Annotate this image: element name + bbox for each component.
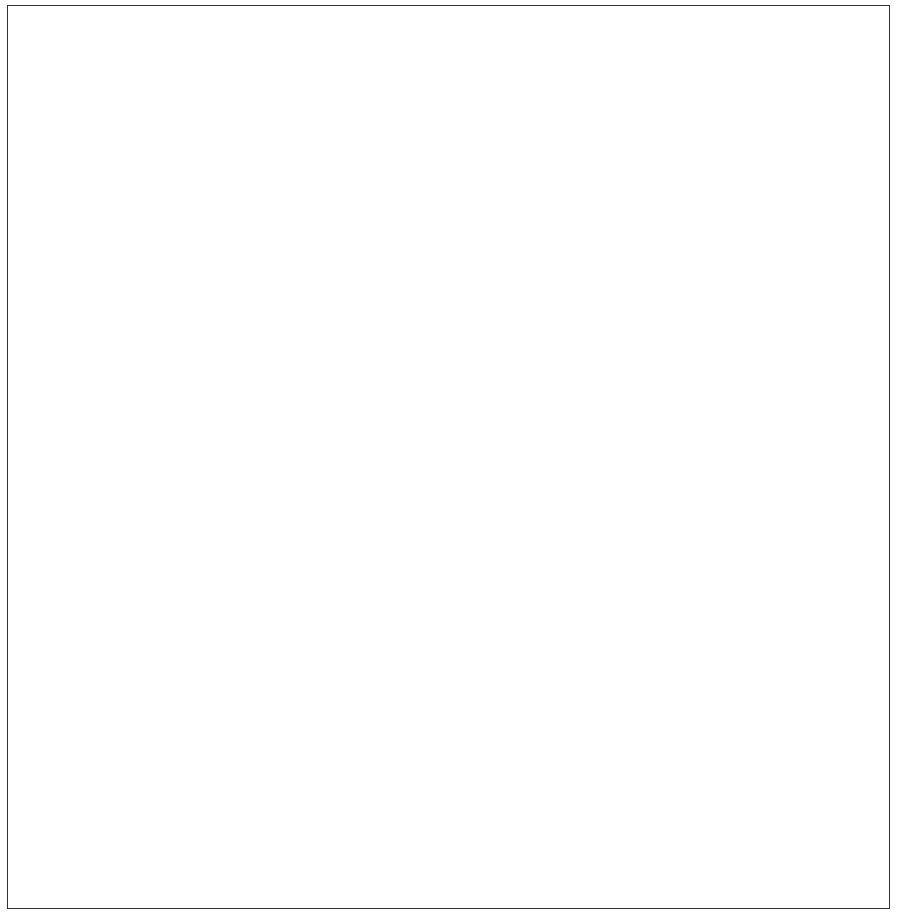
calendar (7, 5, 890, 909)
